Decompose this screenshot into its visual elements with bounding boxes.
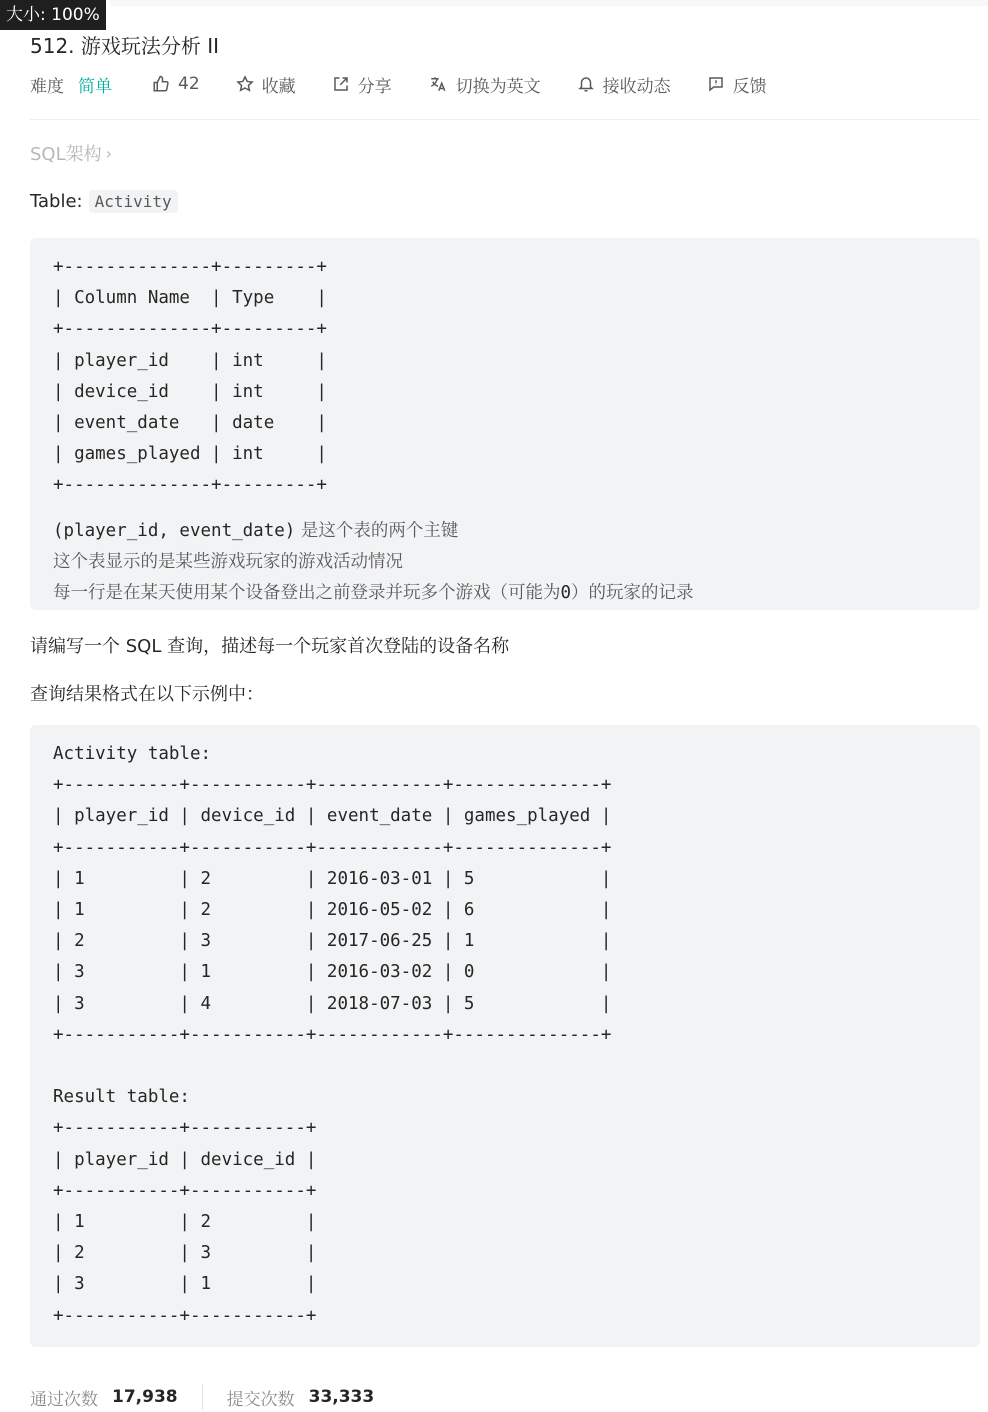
like-button[interactable]	[152, 74, 200, 94]
thumbs-up-icon	[152, 75, 170, 93]
submitted-count: 33,333	[308, 1387, 375, 1407]
favorite-button[interactable]	[236, 72, 296, 97]
accepted-count: 17,938	[112, 1387, 178, 1407]
share-label: 分享	[357, 76, 392, 97]
problem-meta-bar	[30, 70, 803, 98]
primary-key-code: (player_id, event_date)	[53, 520, 296, 541]
table-name-code: Activity	[89, 190, 178, 213]
share-button[interactable]	[332, 72, 392, 97]
feedback-label: 反馈	[732, 76, 767, 97]
submitted-label: 提交次数	[226, 1389, 295, 1410]
format-hint-text: 查询结果格式在以下示例中：	[30, 684, 264, 705]
subscribe-label: 接收动态	[602, 76, 671, 97]
star-icon	[236, 75, 254, 93]
primary-key-text: 是这个表的两个主键	[295, 520, 459, 541]
like-count: 42	[178, 74, 200, 94]
schema-note	[30, 502, 980, 610]
feedback-button[interactable]	[707, 72, 767, 97]
submission-stats	[30, 1384, 374, 1410]
table-intro	[30, 190, 178, 213]
share-icon	[332, 75, 350, 93]
problem-title: 512. 游戏玩法分析 II	[30, 34, 220, 58]
example-code-block	[30, 725, 980, 1347]
switch-language-label: 切换为英文	[455, 76, 541, 97]
row-description-b: ）的玩家的记录	[571, 583, 694, 604]
table-description: 这个表显示的是某些游戏玩家的游戏活动情况	[53, 551, 403, 572]
breadcrumb[interactable]	[30, 140, 112, 166]
chevron-right-icon: ›	[105, 143, 113, 163]
translate-icon	[428, 75, 448, 93]
row-description-a: 每一行是在某天使用某个设备登出之前登录并玩多个游戏（可能为	[53, 583, 561, 604]
table-label: Table:	[30, 191, 83, 212]
breadcrumb-tag[interactable]: SQL架构	[30, 144, 102, 165]
question-text: 请编写一个 SQL 查询，描述每一个玩家首次登陆的设备名称	[30, 636, 510, 657]
difficulty-label: 难度	[30, 76, 64, 97]
feedback-icon	[707, 75, 725, 93]
schema-code-block	[30, 238, 980, 610]
top-strip	[110, 0, 988, 6]
switch-language-button[interactable]	[428, 72, 541, 97]
zoom-badge: 大小: 100%	[0, 0, 106, 30]
favorite-label: 收藏	[261, 76, 296, 97]
divider	[30, 119, 980, 120]
stats-separator	[202, 1384, 203, 1410]
difficulty-value: 简单	[78, 76, 112, 97]
bell-icon	[577, 75, 595, 93]
example-text: Activity table: +-----------+-----------+------------+--------------+ | player_id | device_id | event_date | games_played | +-----------+-----------+------------+--------------+ | 1 | 2 | 2016-03-01 | 5 | | 1 | 2 | 2016-05-02 | 6 | | 2 | 3 | 2017-06-25 | 1 | | 3 | 1 | 2016-03-02 | 0 | | 3 | 4 | 2018-07-03 | 5 | +-----------+-----------+------------+--------------+ Result table: +-----------+-----------+ | player_id | device_id | +-----------+-----------+ | 1 | 2 | | 2 | 3 | | 3 | 1 | +-----------+-----------+	[53, 744, 612, 1326]
schema-table-text: +--------------+---------+ | Column Name | Type | +--------------+---------+ | player_id | int | | device_id | int | | event_date | date | | games_played | int | +--------------+---------+	[53, 257, 327, 496]
accepted-label: 通过次数	[30, 1389, 98, 1410]
row-description-code: 0	[560, 583, 572, 604]
subscribe-button[interactable]	[577, 72, 671, 97]
